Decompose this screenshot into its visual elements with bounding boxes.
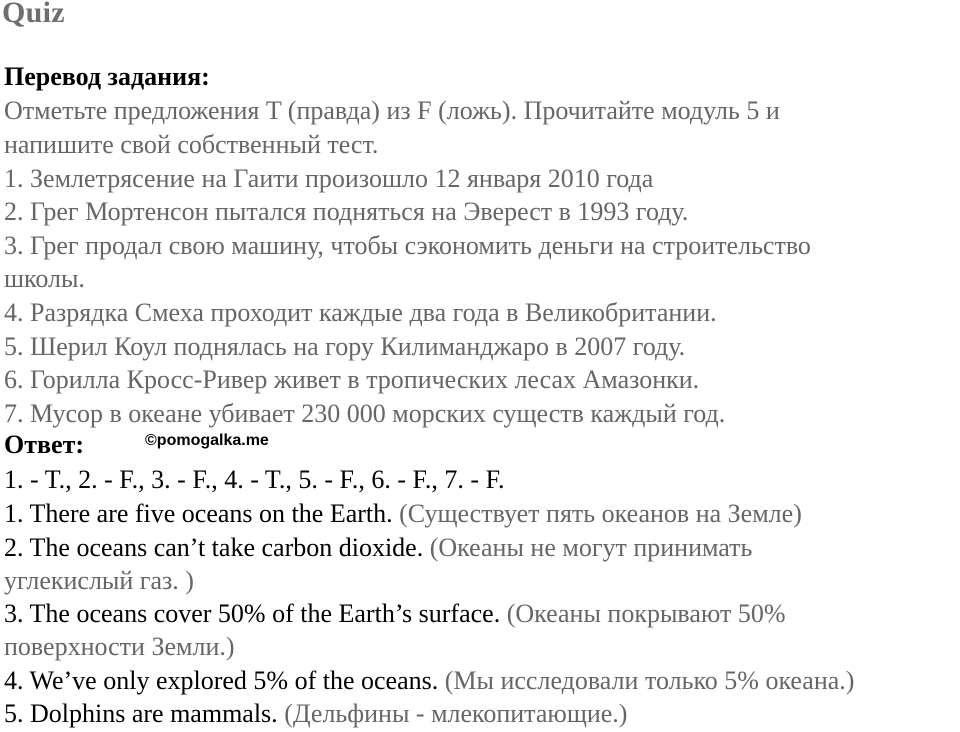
- answer-item: [4, 533, 752, 563]
- answer-item-russian: (Океаны покрывают 50%: [500, 599, 786, 628]
- translation-line: 4. Разрядка Смеха проходит каждые два года в Великобритании.: [4, 298, 717, 327]
- translation-line: напишите свой собственный тест.: [4, 130, 379, 159]
- answer-summary: 1. - T., 2. - F., 3. - F., 4. - T., 5. - F., 6. - F., 7. - F.: [4, 465, 505, 494]
- translation-line: 2. Грег Мортенсон пытался подняться на Эверест в 1993 году.: [4, 197, 689, 226]
- translation-line: 5. Шерил Коул поднялась на гору Килиманджаро в 2007 году.: [4, 332, 686, 361]
- answer-heading: Ответ:: [4, 430, 85, 459]
- answer-item-russian: поверхности Земли.): [4, 632, 235, 661]
- translation-line: школы.: [4, 264, 85, 293]
- answer-item: [4, 666, 854, 696]
- answer-item-english: 5. Dolphins are mammals.: [4, 699, 278, 728]
- answer-item-russian: (Мы исследовали только 5% океана.): [438, 666, 855, 695]
- answer-item-russian: углекислый газ. ): [4, 566, 194, 595]
- answer-item-english: 1. There are five oceans on the Earth.: [4, 499, 393, 528]
- answer-item-english: 4. We’ve only explored 5% of the oceans.: [4, 666, 439, 695]
- answer-item: [4, 632, 235, 662]
- answer-item: [4, 599, 786, 629]
- translation-line: Отметьте предложения T (правда) из F (ложь). Прочитайте модуль 5 и: [4, 96, 780, 125]
- answer-item-english: 2. The oceans can’t take carbon dioxide.: [4, 533, 424, 562]
- answer-item-russian: (Существует пять океанов на Земле): [392, 499, 802, 528]
- answer-item: [4, 699, 627, 729]
- translation-heading: Перевод задания:: [4, 62, 210, 91]
- watermark-text: ©pomogalka.me: [145, 432, 269, 449]
- answer-item-english: 3. The oceans cover 50% of the Earth’s surface.: [4, 599, 501, 628]
- translation-line: 7. Мусор в океане убивает 230 000 морских существ каждый год.: [4, 399, 726, 428]
- translation-line: 1. Землетрясение на Гаити произошло 12 января 2010 года: [4, 164, 654, 193]
- answer-item: [4, 566, 194, 596]
- answer-item: [4, 499, 802, 529]
- answer-item-russian: (Океаны не могут принимать: [423, 533, 753, 562]
- translation-line: 3. Грег продал свою машину, чтобы сэкономить деньги на строительство: [4, 231, 811, 260]
- translation-line: 6. Горилла Кросс-Ривер живет в тропических лесах Амазонки.: [4, 365, 700, 394]
- page-title: Quiz: [2, 0, 65, 29]
- answer-item-russian: (Дельфины - млекопитающие.): [277, 699, 628, 728]
